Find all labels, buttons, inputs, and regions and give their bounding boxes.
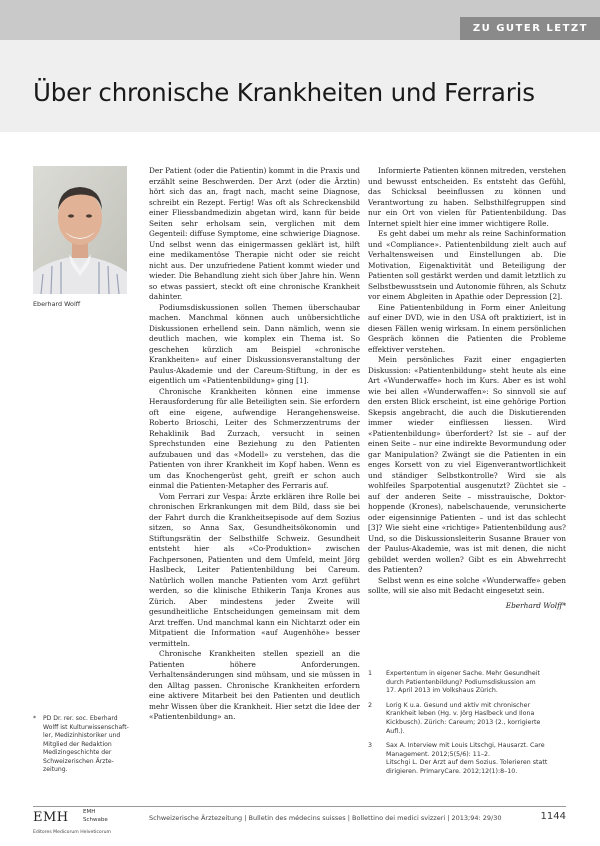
article-column-2	[368, 166, 566, 611]
author-signature: Eberhard Wolff*	[505, 600, 566, 610]
section-label: ZU GUTER LETZT	[460, 17, 600, 40]
reference-line: Kickbusch). Zürich: Careum; 2013 (2., korrigierte	[386, 718, 541, 726]
journal-citation: Schweizerische Ärztezeitung | Bulletin des médecins suisses | Bollettino dei medici svizzeri | 2013;94: 29/30	[149, 814, 502, 822]
logo-emh-text: EMH	[33, 810, 69, 825]
reference-line: Management. 2012;5(5/6): 11–2.	[386, 750, 490, 758]
reference-number: 2	[368, 701, 373, 709]
publisher-logo	[33, 808, 143, 840]
reference-line: Aufl.).	[386, 727, 405, 735]
footer-divider	[33, 806, 566, 807]
article-column-1	[149, 166, 360, 723]
article-title: Über chronische Krankheiten und Ferraris	[33, 78, 535, 107]
reference-item	[368, 702, 566, 736]
reference-line: durch Patientenbildung? Podiumsdiskussion am	[386, 678, 536, 686]
reference-line: Krankheit leben (Hg. v. Jörg Haslbeck und Ilona	[386, 710, 535, 718]
logo-schwabe: Schwabe	[83, 817, 108, 823]
author-note-line: Schweizerischen Ärzte-	[43, 757, 114, 765]
paragraph: Chronische Krankheiten stellen speziell an die Patienten höhere Anforderungen. Verhaltensänderungen sind mühsam, und sie müssen in den Alltag passen. Chronische Krankheiten erfordern eine aktivere Mitarbeit bei den Patienten und deutlich mehr Wissen über die Krankheit. Hier setzt die Idee der «Patientenbildung» an.	[149, 649, 360, 721]
author-portrait-image	[33, 166, 127, 294]
reference-number: 3	[368, 742, 373, 750]
logo-subtitle: Editores Medicorum Helveticorum	[33, 830, 112, 835]
reference-item	[368, 670, 566, 696]
page-number: 1144	[540, 811, 566, 822]
author-note-line: Wolff ist Kulturwissenschaft-	[43, 723, 129, 731]
author-note-line: PD Dr. rer. soc. Eberhard	[43, 715, 118, 722]
author-note-line: ler, Medizinhistoriker und	[43, 732, 121, 739]
author-note-line: zeitung.	[43, 766, 68, 773]
paragraph: Podiumsdiskussionen sollen Themen überschaubar machen. Manchmal können auch unübersichtliche Diskussionen erhellend sein. Dann nämlich, wenn sie deutlich machen, wie komplex ein Thema ist. So geschehen kürzlich am Beispiel «chronische Krankheiten» auf einer Diskussionsveranstaltung der Paulus-Akademie und der Careum-Stiftung, in der es eigentlich um «Patientenbildung» ging [1].	[149, 302, 360, 385]
references	[368, 670, 566, 783]
footnote-marker: *	[33, 715, 37, 722]
paragraph: Informierte Patienten können mitreden, verstehen und bewusst entscheiden. Es entsteht das Gefühl, das Schicksal beeinflussen zu können und Verantwortung zu haben. Selbsthilfegruppen sind nur ein Ort von vielen für Patientenbildung. Das Internet spielt hier eine immer wichtigere Rolle.	[368, 166, 566, 228]
paragraph: Vom Ferrari zur Vespa: Ärzte erklären ihre Rolle bei chronischen Erkrankungen mit dem Bild, dass sie bei der Fahrt durch die Krankheitsepisode auf dem Sozius sitzen, so Anna Sax, Gesundheitsökonomin und Stiftungsrätin der Selbsthilfe Schweiz. Gesundheit entsteht hier als «Co-Produktion» zwischen Fachpersonen, Patienten und dem Umfeld, meint Jörg Haslbeck, Leiter Patientenbildung bei Careum. Natürlich wollen manche Patienten vom Arzt geführt werden, so die klinische Ethikerin Tanja Krones aus Zürich. Aber mindestens jeder Zweite will gesundheitliche Entscheidungen gemeinsam mit dem Arzt treffen. Und manchmal kann ein Nichtarzt oder ein Mitpatient die Information «auf Augenhöhe» besser vermitteln.	[149, 491, 360, 648]
photo-caption: Eberhard Wolff	[33, 300, 81, 308]
logo-emh-small: EMH	[83, 809, 96, 815]
author-note	[33, 715, 133, 775]
reference-line: Sax A. Interview mit Louis Litschgi, Hausarzt. Care	[386, 742, 545, 750]
author-note-line: Mitglied der Redaktion	[43, 740, 112, 748]
reference-item	[368, 742, 566, 776]
reference-line: dirigieren. PrimaryCare. 2012;12(1):8–10.	[386, 767, 518, 775]
author-photo	[33, 166, 127, 294]
reference-line: Expertentum in eigener Sache. Mehr Gesundheit	[386, 670, 540, 677]
paragraph: Selbst wenn es eine solche «Wunderwaffe» geben sollte, will sie also mit Bedacht eingesetzt sein.	[368, 575, 566, 595]
paragraph: Chronische Krankheiten können eine immense Herausforderung für alle Beteiligten sein. Sie erfordern oft eine eigene, aufwendige Herangehensweise. Roberto Brioschi, Leiter des Schmerzzentrums der Rehaklinik Bad Zurzach, versucht in seinen Sprechstunden eine Beziehung zu den Patienten aufzubauen und das «Modell» zu verstehen, das die Patienten von ihrer Krankheit im Kopf haben. Wenn es um das Knochengerüst geht, greift er schon auch einmal die Patienten-Metapher des Ferraris auf.	[149, 386, 360, 490]
author-note-line: Medizingeschichte der	[43, 749, 112, 756]
paragraph: Eine Patientenbildung in Form einer Anleitung auf einer DVD, wie in den USA oft praktiziert, ist in diesen Fällen wenig wirksam. In einem persönlichen Gespräch können die Patienten die Probleme effektiver verstehen.	[368, 302, 566, 354]
paragraph: Mein persönliches Fazit einer engagierten Diskussion: «Patientenbildung» steht heute als eine Art «Wunderwaffe» hoch im Kurs. Aber es ist wohl wie bei allen «Wunderwaffen»: So sinnvoll sie auf den ersten Blick erscheint, ist eine gehörige Portion Skepsis angebracht, die auch die Diskutierenden immer wieder einfliessen liessen. Wird «Patientenbildung» überfordert? Ist sie – auf der einen Seite – nur eine indirekte Bevormundung oder gar Manipulation? Zwängt sie die Patienten in ein enges Korsett von zu viel Eigenverantwortlichkeit und ständiger Selbstkontrolle? Wird sie als wohlfeiles Sparpotential ausgenutzt? Züchtet sie – auf der anderen Seite – misstrauische, Doktor-hoppende (Krones), nabelschauende, verunsicherte oder eigensinnige Patienten – und ist das schlecht [3]? Wie sieht eine «richtige» Patientenbildung aus? Und, so die Diskussionsleiterin Susanne Brauer von der Paulus-Akademie, was ist mit denen, die nicht gebildet werden wollen? Gibt es ein Abwehrrecht des Patienten?	[368, 355, 566, 574]
reference-line: Lorig K u.a. Gesund und aktiv mit chronischer	[386, 701, 531, 709]
paragraph: Der Patient (oder die Patientin) kommt in die Praxis und erzählt seine Beschwerden. Der Arzt (oder die Ärztin) hört sich das an, fragt nach, macht seine Diagnose, schreibt ein Rezept. Fertig! Was oft als Schreckensbild einer Fliessbandmedizin abgetan wird, kann für beide Seiten sehr erholsam sein, verglichen mit dem Gegenteil: diffuse Symptome, eine schwierige Diagnose. Und selbst wenn das einigermassen geklärt ist, hilft eine medikamentöse Therapie nicht oder sie reicht nicht aus. Der unzufriedene Patient kommt wieder und wieder. Die Behandlung zieht sich über Jahre hin. Wenn so etwas passiert, steckt oft eine chronische Krankheit dahinter.	[149, 166, 360, 301]
paragraph: Es geht dabei um mehr als reine Sachinformation und «Compliance». Patientenbildung zielt auch auf Verhaltensweisen und Einstellungen ab. Die Motivation, Eigenaktivität und Beteiligung der Patienten soll gestärkt werden und damit letztlich zu Selbstbewusstsein und Autonomie führen, als Schutz vor einem Abgleiten in Apathie oder Depression [2].	[368, 229, 566, 301]
reference-number: 1	[368, 670, 373, 677]
reference-line: 17. April 2013 im Volkshaus Zürich.	[386, 687, 498, 695]
reference-line: Litschgi L. Der Arzt auf dem Sozius. Tolerieren statt	[386, 759, 548, 767]
